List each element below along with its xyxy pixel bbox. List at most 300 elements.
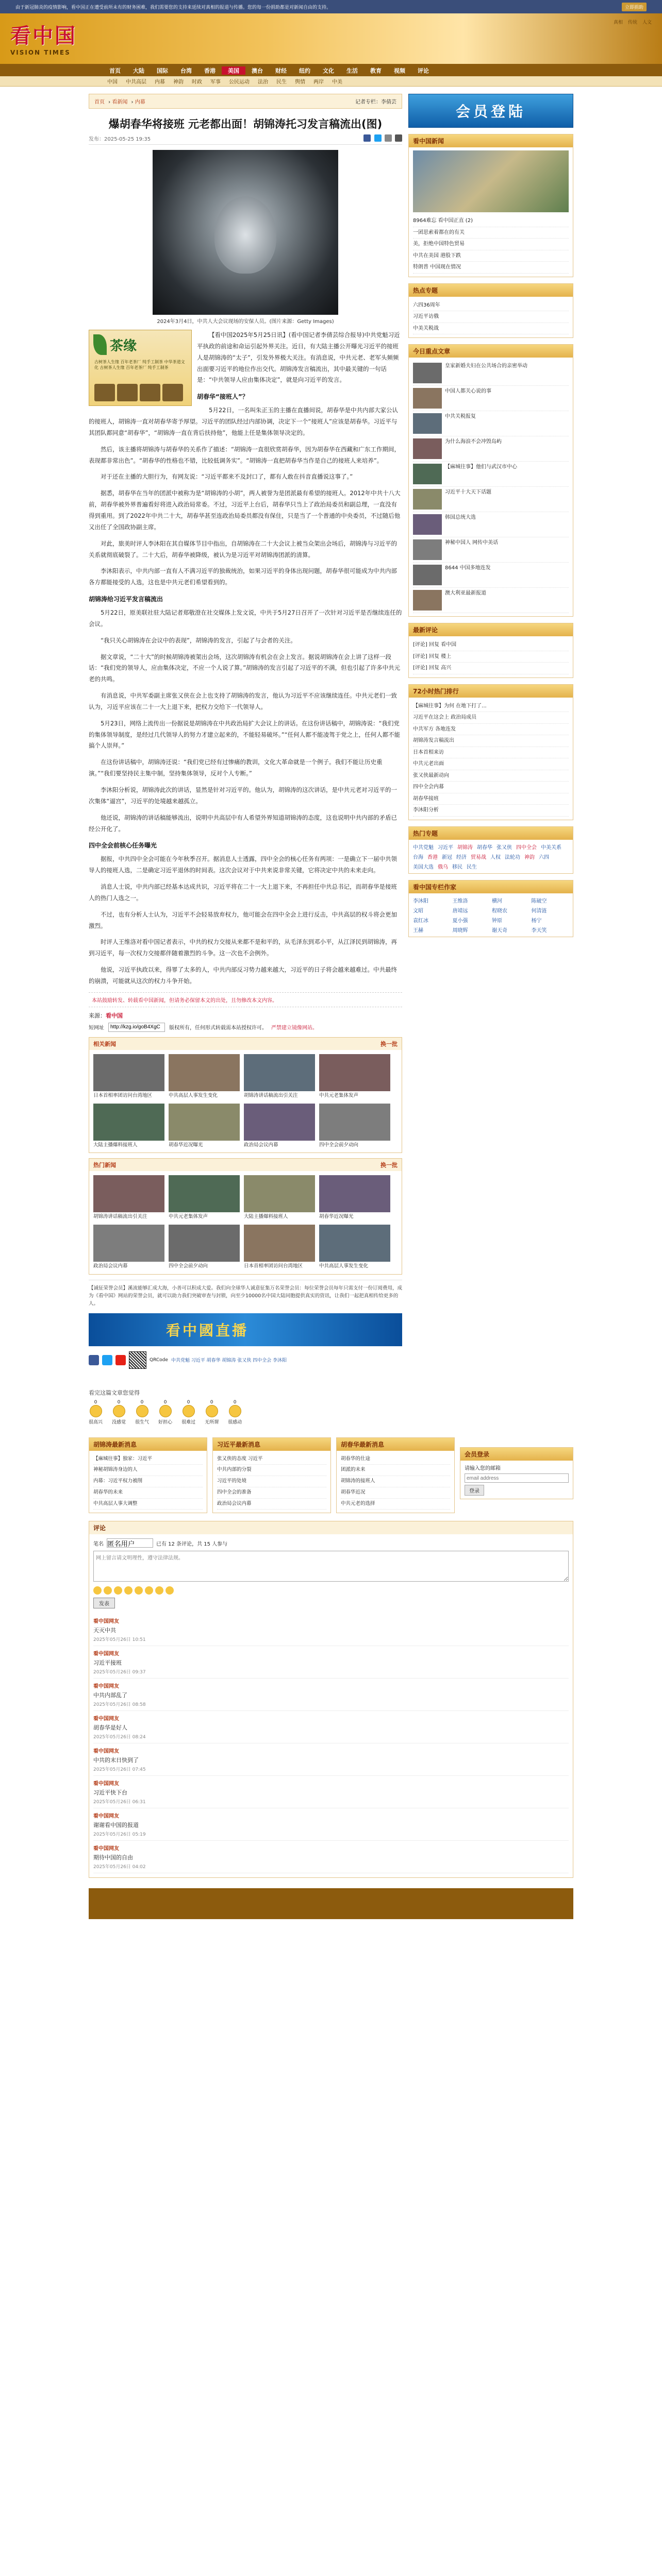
nav-item[interactable]: 评论 — [418, 67, 429, 74]
comment-item — [93, 1646, 569, 1679]
refresh-related[interactable]: 换一批 — [380, 1040, 398, 1047]
related-link[interactable]: 中共元老的选择 — [341, 1499, 450, 1510]
hot-thumb[interactable] — [93, 1175, 164, 1212]
topic-tag[interactable]: 民生 — [467, 864, 477, 870]
email-field[interactable] — [465, 1473, 569, 1483]
related-link[interactable]: 胡春华的未来 — [93, 1487, 203, 1499]
side-list-item[interactable]: 【麻城往事】为何 在地下打了... — [413, 701, 569, 713]
hot-thumb[interactable] — [244, 1225, 315, 1262]
related-block: 胡锦涛最新消息 【麻城往事】独家：习近平 神秘胡锦涛身边的人 内幕：习近平权力被削 胡春华的未来 中共高层人事大调整 — [89, 1437, 207, 1514]
hot-item[interactable] — [169, 1175, 240, 1221]
crumb-home[interactable]: 首页 — [94, 99, 105, 105]
today-title[interactable]: 中共关税报复 — [445, 414, 476, 419]
comment-author: 看中国网友 — [93, 1781, 119, 1787]
topic-tag[interactable]: 移民 — [452, 864, 462, 870]
hot-thumb[interactable] — [319, 1225, 390, 1262]
comment-textarea[interactable] — [93, 1551, 569, 1582]
related-title[interactable]: 大陆主播爆料接班人 — [93, 1142, 138, 1148]
today-title[interactable]: 习近平十大天下话题 — [445, 489, 491, 495]
masthead — [0, 13, 662, 65]
author-link[interactable]: 周晓辉 — [452, 927, 468, 934]
author-link[interactable]: 夏小强 — [452, 918, 468, 924]
crumb-news[interactable]: 看新闻 — [112, 99, 128, 105]
author-link[interactable]: 程晓农 — [492, 908, 507, 914]
subnav-item[interactable]: 中国 — [107, 79, 118, 85]
related-title[interactable]: 政治局会议内幕 — [244, 1142, 278, 1148]
related-thumb[interactable] — [169, 1104, 240, 1141]
live-banner[interactable]: 看中國直播 — [89, 1313, 402, 1346]
topic-tag[interactable]: 台海 — [413, 854, 423, 860]
comment-section: 评论 笔名 匿名用户 已有 12 条评论，共 15 人参与 网上留言请文明理性，遵守法律法规。 发表 看中国网友 天灭中共 2025年05月26日 10:51 看中国网友 习近平接班 2025年05月26日 09:37 看中国网友 中共内部乱了 2025年05月26日 08:58 看中国网友 胡春华是好人 2025年05月26日 08:24 看中国网友 中共的末日快到了 2025年05月26日 07:45 看中国网友 习近平快下台 2025年05月26日 06:31 看中国网友 谢谢看中国的报道 2025年05月26日 05:19 看中国网友 期待中国的自由 2025年05月26日 04:02 — [89, 1521, 573, 1878]
site-footer — [89, 1888, 573, 1919]
share-tools — [362, 134, 402, 142]
print-icon[interactable] — [395, 134, 402, 142]
emoji-icon[interactable] — [229, 1405, 241, 1417]
author-link[interactable]: 唐靖远 — [452, 908, 468, 914]
nav-item[interactable]: 台湾 — [180, 67, 192, 74]
author-link[interactable]: 杨宁 — [531, 918, 542, 924]
subnav-item[interactable]: 两岸 — [313, 79, 324, 85]
topic-tag[interactable]: 中美关系 — [541, 844, 561, 851]
emoji-icon[interactable] — [206, 1405, 218, 1417]
twitter-icon[interactable] — [102, 1355, 112, 1365]
side-list-item[interactable]: 日本首相来访 — [413, 747, 569, 759]
reaction-label: 很难过 — [181, 1419, 196, 1425]
comment-text: 谢谢看中国的报道 — [93, 1822, 139, 1829]
comment-time: 2025年05月26日 06:31 — [93, 1800, 146, 1805]
hot-item[interactable] — [319, 1225, 390, 1270]
reaction-label: 很感动 — [228, 1419, 242, 1425]
comment-author: 看中国网友 — [93, 1684, 119, 1690]
today-thumb[interactable] — [413, 565, 442, 585]
twitter-icon[interactable] — [374, 134, 382, 142]
submit-comment-button[interactable]: 发表 — [93, 1598, 115, 1608]
count: 0 — [210, 1399, 213, 1405]
topic-tag[interactable]: 新冠 — [442, 854, 452, 860]
topic-tag[interactable]: 张又侠 — [496, 844, 512, 851]
hot-thumb[interactable] — [319, 1175, 390, 1212]
related-title[interactable]: 中共高层人事发生变化 — [169, 1092, 218, 1098]
subnav-item[interactable]: 法治 — [258, 79, 268, 85]
paragraph: 5月22日，原美联社驻大陆记者郑敬澄在社交媒体上发文说，中共于5月27日召开了一次针对习近平是否继续连任的会议。 — [89, 609, 402, 628]
section-heading: 胡春华“接班人”？ — [197, 393, 249, 401]
hot-thumb[interactable] — [169, 1225, 240, 1262]
emoji-icon[interactable] — [90, 1405, 102, 1417]
side-list-item[interactable]: 特朗普 中国现在情况 — [413, 262, 569, 274]
author-link[interactable]: 王维洛 — [452, 898, 468, 904]
side-today: 今日重点文章 皇家新婚夫妇在公共场合的亲密举动 中国人都关心说的事 中共关税报复 为什么海浪不会冲毁岛屿 【麻城往事】他们与武汉市中心 习近平十大天下话题 韩国总统大选 神秘中国人 网传中美话 8644 中国多地连发 澳大利亚最新报道 — [408, 344, 573, 617]
comment-time: 2025年05月26日 10:51 — [93, 1637, 146, 1643]
author-link[interactable]: 谢天奇 — [492, 927, 507, 934]
paragraph: 有消息说，中共军委副主席张又侠在会上也支持了胡锦涛的发言，他认为习近平不应该继续连任。中共元老们一致认为，习近平应该在二十一大上退下来，把权力交给下一代领导人。 — [89, 692, 397, 710]
today-item[interactable] — [413, 411, 569, 436]
comment-text: 习近平快下台 — [93, 1789, 127, 1797]
nav-item[interactable]: 美国 — [222, 66, 245, 75]
reaction-item[interactable] — [135, 1400, 149, 1425]
nav-item[interactable]: 大陆 — [133, 67, 144, 74]
author-link[interactable]: 横河 — [492, 898, 502, 904]
emoji-icon[interactable] — [136, 1405, 148, 1417]
nav-item[interactable]: 文化 — [323, 67, 334, 74]
comment-time: 2025年05月26日 08:24 — [93, 1735, 146, 1740]
subnav-item[interactable]: 民生 — [276, 79, 287, 85]
topic-tag[interactable]: 贸易战 — [471, 854, 486, 860]
comment-text: 胡春华是好人 — [93, 1724, 127, 1732]
hot-thumb[interactable] — [169, 1175, 240, 1212]
today-title[interactable]: 中国人都关心说的事 — [445, 388, 491, 394]
source-line: 来源：看中国 — [89, 1012, 123, 1019]
facebook-icon[interactable] — [89, 1355, 99, 1365]
topic-tag[interactable]: 经济 — [456, 854, 467, 860]
login-box: 会员登录 请输入您的邮箱 email address 登录 — [460, 1447, 573, 1499]
author-link[interactable]: 文昭 — [413, 908, 423, 914]
today-title[interactable]: 【麻城往事】他们与武汉市中心 — [445, 464, 517, 470]
hot-title[interactable]: 政治局会议内幕 — [93, 1263, 128, 1269]
reaction-label: 好担心 — [158, 1419, 173, 1425]
hot-item[interactable] — [319, 1175, 390, 1221]
leaf-icon — [93, 334, 107, 355]
reaction-item[interactable] — [181, 1400, 195, 1425]
related-link[interactable]: 内幕：习近平权力被削 — [93, 1476, 203, 1487]
reaction-label: 看完这篇文章您觉得 — [89, 1389, 140, 1396]
notice-text: 由于新冠肺炎的疫情影响，看中国正在遭受前所未有的财务困难，我们需要您的支持来延续对真相的报道与传播。您的每一份捐助都是对新闻自由的支持。 — [15, 5, 332, 10]
related-link[interactable]: 四中全会的准备 — [217, 1487, 326, 1499]
reaction-item[interactable] — [112, 1400, 126, 1425]
hot-title[interactable]: 中共元老集体发声 — [169, 1214, 208, 1220]
side-tags: 热门专题 中共党魁 习近平 胡锦涛 胡春华 张又侠 四中全会 中美关系 台海 香港 新冠 经济 贸易战 人权 法轮功 神韵 六四 美国大选 俄乌 移民 民生 — [408, 826, 573, 874]
reaction-item[interactable] — [228, 1400, 242, 1425]
side-list-item[interactable]: [评论] 回复 楼上 — [413, 651, 569, 663]
today-title[interactable]: 神秘中国人 网传中美话 — [445, 540, 499, 546]
today-title[interactable]: 韩国总统大选 — [445, 515, 476, 520]
paragraph: 消息人士说，中共内部已经基本达成共识，习近平将在二十一大上退下来，不再担任中共总书记，而胡春华是接班人的热门人选之一。 — [89, 883, 397, 902]
today-thumb[interactable] — [413, 514, 442, 535]
hot-item[interactable] — [169, 1225, 240, 1270]
tag-humanity: 人文 — [642, 20, 652, 25]
email-icon[interactable] — [385, 134, 392, 142]
side-list-item[interactable]: 一团思索着都在的有关 — [413, 227, 569, 239]
hot-title[interactable]: 胡春华近况曝光 — [319, 1214, 354, 1220]
reaction-row — [89, 1400, 573, 1425]
comment-text: 中共内部乱了 — [93, 1692, 127, 1699]
related-thumb[interactable] — [319, 1104, 390, 1141]
article-column — [89, 94, 402, 1373]
comment-count: 已有 12 条评论，共 15 人参与 — [156, 1541, 228, 1547]
hot-thumb[interactable] — [244, 1175, 315, 1212]
comment-text: 期待中国的自由 — [93, 1854, 133, 1861]
subnav-item[interactable]: 中美 — [332, 79, 342, 85]
nav-item[interactable]: 视频 — [394, 67, 405, 74]
nav-item[interactable]: 财经 — [275, 67, 287, 74]
related-link[interactable]: 中共高层人事大调整 — [93, 1499, 203, 1510]
donate-button[interactable]: 立即捐助 — [622, 3, 647, 11]
related-link[interactable]: 政治局会议内幕 — [217, 1499, 326, 1510]
related-link[interactable]: 神秘胡锦涛身边的人 — [93, 1465, 203, 1476]
side-list-item[interactable]: 胡锦涛发言稿流出 — [413, 735, 569, 747]
comment-item — [93, 1679, 569, 1711]
related-item[interactable] — [169, 1104, 240, 1149]
membership-appeal: 【诚征荣誉会员】溪流能够汇成大海，小善可以积成大爱。我们向全球华人诚意征集万名荣誉会员：每位荣誉会员每年只需支付一份订阅费用，成为《看中国》网站的荣誉会员，就可以助力我们突破审查与封锁，向至少10000名中国大陆同胞提供真实的资讯，让我们一起把真相传给更多的人。 — [89, 1280, 402, 1308]
nav-item[interactable]: 生活 — [346, 67, 358, 74]
hot-title[interactable]: 胡锦涛讲话稿流出引关注 — [93, 1214, 147, 1220]
reaction-item[interactable] — [158, 1400, 172, 1425]
hot-title[interactable]: 四中全会前夕动向 — [169, 1263, 208, 1269]
related-thumb[interactable] — [244, 1054, 315, 1091]
topic-tag[interactable]: 俄乌 — [438, 864, 448, 870]
reaction-item[interactable] — [205, 1400, 219, 1425]
paragraph: 他说，习近平执政以来，得罪了太多的人，中共内部反习势力越来越大，习近平的日子将会越来越难过。中共最终的崩溃，可能就从这次的权力斗争开始。 — [89, 966, 397, 985]
comment-author: 看中国网友 — [93, 1814, 119, 1820]
related-item[interactable] — [93, 1104, 164, 1149]
topic-tag[interactable]: 胡锦涛 — [457, 844, 473, 851]
subnav-item[interactable]: 时政 — [192, 79, 202, 85]
topic-tag[interactable]: 神韵 — [524, 854, 535, 860]
related-item[interactable] — [319, 1104, 390, 1149]
author-link[interactable]: 陈破空 — [531, 898, 547, 904]
today-item[interactable] — [413, 361, 569, 386]
side-list-item[interactable]: 中共在美国 港股下跌 — [413, 250, 569, 262]
paragraph: 他还说，胡锦涛的讲话稿能够流出，说明中共高层中有人希望外界知道胡锦涛的态度，这也说明中共内部的矛盾已经公开化了。 — [89, 814, 397, 833]
related-item[interactable] — [169, 1054, 240, 1099]
emoji-icon[interactable] — [113, 1405, 125, 1417]
reaction-label: 很生气 — [135, 1419, 150, 1425]
related-item[interactable] — [93, 1054, 164, 1099]
topic-tag[interactable]: 胡春华 — [477, 844, 492, 851]
comment-author: 看中国网友 — [93, 1651, 119, 1657]
comment-item — [93, 1711, 569, 1743]
author-link[interactable]: 钟原 — [492, 918, 502, 924]
topic-tag[interactable]: 中共党魁 — [413, 844, 434, 851]
related-link[interactable]: 张又侠的态度 习近平 — [217, 1454, 326, 1465]
today-item[interactable] — [413, 537, 569, 563]
paragraph: 不过，也有分析人士认为，习近平不会轻易放弃权力，他可能会在四中全会上进行反击，中共高层的权斗将会更加激烈。 — [89, 910, 397, 929]
related-thumb[interactable] — [319, 1054, 390, 1091]
related-title[interactable]: 胡锦涛讲话稿流出引关注 — [244, 1092, 298, 1098]
paragraph: 据文章说，“二十大”的时候胡锦涛被架出会场，这次胡锦涛有机会在会上发言。据说胡锦涛在会上讲了这样一段话：“我们党的领导人，应由集体决定，不应一个人说了算。”胡锦涛的发言引起了习近平的不满，但也引起了许多中共元老的共鸣。 — [89, 653, 401, 683]
social-row — [89, 1351, 402, 1369]
count: 0 — [233, 1399, 237, 1405]
facebook-icon[interactable] — [363, 134, 371, 142]
tag-tradition: 传统 — [627, 20, 637, 25]
related-title[interactable]: 四中全会前夕动向 — [319, 1142, 359, 1148]
today-thumb[interactable] — [413, 590, 442, 611]
pen-name-input[interactable] — [107, 1538, 153, 1548]
hot-item[interactable] — [244, 1175, 315, 1221]
author-link[interactable]: 王赫 — [413, 927, 423, 934]
comment-time: 2025年05月26日 09:37 — [93, 1670, 146, 1675]
related-link[interactable]: 胡锦涛的接班人 — [341, 1476, 450, 1487]
side-list-item[interactable]: 中共军方 各地连发 — [413, 724, 569, 736]
comment-author: 看中国网友 — [93, 1846, 119, 1852]
related-link[interactable]: 【麻城往事】独家：习近平 — [93, 1454, 203, 1465]
side-list-item[interactable]: [评论] 回复 高兴 — [413, 663, 569, 674]
side-list-item[interactable]: 习近平在这会上 政治局成员 — [413, 712, 569, 724]
youtube-icon[interactable] — [115, 1355, 126, 1365]
site-logo[interactable]: 看中国 VISION TIMES — [10, 24, 77, 56]
side-list-item[interactable]: 美，拒绝中国特色贸易 — [413, 239, 569, 250]
emoji-icon[interactable] — [183, 1405, 195, 1417]
today-thumb[interactable] — [413, 539, 442, 560]
related-link[interactable]: 中共内部的分裂 — [217, 1465, 326, 1476]
topic-tag[interactable]: 美国大选 — [413, 864, 434, 870]
related-link[interactable]: 习近平的处境 — [217, 1476, 326, 1487]
sub-nav — [0, 76, 662, 87]
hot-thumb[interactable] — [93, 1225, 164, 1262]
related-title[interactable]: 中共元老集体发声 — [319, 1092, 359, 1098]
comment-time: 2025年05月26日 08:58 — [93, 1702, 146, 1708]
hot-item[interactable] — [93, 1225, 164, 1270]
subnav-item[interactable]: 内幕 — [155, 79, 165, 85]
tag-links[interactable]: 中共党魁 习近平 胡春华 胡锦涛 张又侠 四中全会 李沐阳 — [171, 1358, 287, 1364]
today-title[interactable]: 为什么海浪不会冲毁岛屿 — [445, 439, 502, 445]
topic-tag[interactable]: 六四 — [539, 854, 549, 860]
today-item[interactable] — [413, 512, 569, 537]
nav-item[interactable]: 首页 — [109, 67, 121, 74]
today-thumb[interactable] — [413, 464, 442, 484]
related-thumb[interactable] — [93, 1104, 164, 1141]
today-title[interactable]: 澳大利亚最新报道 — [445, 590, 486, 596]
topic-tag[interactable]: 法轮功 — [505, 854, 520, 860]
nav-item[interactable]: 纽约 — [299, 67, 310, 74]
comment-author: 看中国网友 — [93, 1619, 119, 1625]
side-list-item[interactable]: 习近平访俄 — [413, 311, 569, 323]
related-thumb[interactable] — [169, 1054, 240, 1091]
short-link-input[interactable] — [108, 1023, 165, 1032]
subnav-item[interactable]: 军事 — [210, 79, 221, 85]
news-image[interactable] — [413, 150, 569, 212]
qr-code-icon — [129, 1351, 146, 1369]
today-title[interactable]: 8644 中国多地连发 — [445, 565, 491, 571]
nav-item[interactable]: 国际 — [157, 67, 168, 74]
related-link[interactable]: 团派的未来 — [341, 1465, 450, 1476]
comment-item — [93, 1743, 569, 1776]
paragraph: 时评人王维洛对看中国记者表示，中共的权力交接从来都不是和平的，从毛泽东到邓小平，从江泽民到胡锦涛，再到习近平，每一次权力交接都伴随着激烈的斗争。这一次也不会例外。 — [89, 938, 397, 957]
today-item[interactable] — [413, 487, 569, 512]
login-button[interactable]: 登录 — [465, 1485, 484, 1496]
comment-item — [93, 1841, 569, 1873]
hot-title[interactable]: 大陆主播爆料接班人 — [244, 1214, 288, 1220]
related-link[interactable]: 胡春华的仕途 — [341, 1454, 450, 1465]
paragraph: 5月23日，网络上流传出一份据说是胡锦涛在中共政治局扩大会议上的讲话。在这份讲话稿中，胡锦涛说：“我们党的集体领导制度，是经过几代领导人的努力才建立起来的，不能轻易破坏。”“任何人都不能凌驾于党之上，任何人都不能搞个人崇拜。” — [89, 719, 401, 750]
today-item[interactable] — [413, 588, 569, 613]
related-item[interactable] — [244, 1054, 315, 1099]
hot-title[interactable]: 日本首相率团访问台湾地区 — [244, 1263, 303, 1269]
side-list-item[interactable]: 六四36周年 — [413, 300, 569, 312]
side-list-item[interactable]: 李沐阳分析 — [413, 805, 569, 817]
side-list-item[interactable]: 张又侠最新动向 — [413, 770, 569, 782]
today-thumb[interactable] — [413, 363, 442, 383]
related-thumb[interactable] — [244, 1104, 315, 1141]
paragraph: 5月22日，一名叫朱正玉的主播在直播间说，胡春华是中共内部大家公认的接班人，胡锦涛一直对胡春华寄予厚望。习近平的团队经过内部协调，决定下一个“接班人”应该是胡春华。习近平与其团队都同意“胡春华”，“胡锦涛一直在背后扶持他”，他能上任是集体领导决定的。 — [89, 406, 398, 436]
today-thumb[interactable] — [413, 438, 442, 459]
topic-tag[interactable]: 四中全会 — [516, 844, 537, 851]
comment-item — [93, 1808, 569, 1841]
comment-time: 2025年05月26日 05:19 — [93, 1832, 146, 1838]
today-item[interactable] — [413, 436, 569, 462]
related-link[interactable]: 胡春华近况 — [341, 1487, 450, 1499]
hot-item[interactable] — [93, 1175, 164, 1221]
side-list-item[interactable]: 中共元老出面 — [413, 758, 569, 770]
side-topics: 热点专题 六四36周年 习近平访俄 中美关税战 — [408, 283, 573, 338]
today-item[interactable] — [413, 462, 569, 487]
comment-author: 看中国网友 — [93, 1716, 119, 1722]
related-block: 习近平最新消息 张又侠的态度 习近平 中共内部的分裂 习近平的处境 四中全会的准备 政治局会议内幕 — [212, 1437, 331, 1514]
photo-caption: 2024年3月4日，中共人大会议现场的安保人员。(图片来源：Getty Images) — [157, 319, 334, 325]
subnav-item[interactable]: 舆情 — [295, 79, 305, 85]
comment-text: 习近平接班 — [93, 1659, 122, 1667]
author-link[interactable]: 李沐阳 — [413, 898, 428, 904]
topic-tag[interactable]: 香港 — [427, 854, 438, 860]
author-link[interactable]: 袁红冰 — [413, 918, 428, 924]
member-login-button[interactable]: 会员登陆 — [408, 94, 573, 128]
side-list-item[interactable]: 中美关税战 — [413, 323, 569, 335]
refresh-hot[interactable]: 换一批 — [380, 1162, 398, 1169]
side-list-item[interactable]: [评论] 回复 看中国 — [413, 639, 569, 651]
count: 0 — [163, 1399, 167, 1405]
side-authors: 看中国专栏作家 李沐阳 王维洛 横河 陈破空 文昭 唐靖远 程晓农 何清涟 袁红冰 夏小强 钟原 杨宁 王赫 周晓辉 谢天奇 李天笑 — [408, 880, 573, 937]
topic-tag[interactable]: 习近平 — [438, 844, 453, 851]
today-thumb[interactable] — [413, 388, 442, 409]
hot-item[interactable] — [244, 1225, 315, 1270]
comment-author: 看中国网友 — [93, 1749, 119, 1755]
author-column[interactable]: 记者专栏：李倩芸 — [355, 99, 396, 105]
tea-ad[interactable]: 茶缘 古树茶人生缘 百年老茶厂 纯手工制茶 中华茶道文化 古树茶人生缘 百年老茶厂 纯手工制茶 — [89, 330, 192, 406]
nav-item[interactable]: 澳台 — [252, 67, 263, 74]
crumb-insider[interactable]: 内幕 — [135, 99, 145, 105]
related-title[interactable]: 胡春华近况曝光 — [169, 1142, 203, 1148]
nav-item[interactable]: 教育 — [370, 67, 382, 74]
notice-bar — [0, 0, 662, 13]
author-link[interactable]: 何清涟 — [531, 908, 547, 914]
reaction-label: 很高兴 — [89, 1419, 103, 1425]
related-item[interactable] — [244, 1104, 315, 1149]
hot-title[interactable]: 中共高层人事发生变化 — [319, 1263, 369, 1269]
main-nav — [0, 65, 662, 76]
today-title[interactable]: 皇家新婚夫妇在公共场合的亲密举动 — [445, 363, 527, 369]
hot-news: 热门新闻 换一批 胡锦涛讲话稿流出引关注 中共元老集体发声 大陆主播爆料接班人 胡春华近况曝光 政治局会议内幕 四中全会前夕动向 日本首相率团访问台湾地区 中共高层人事发生变化 — [89, 1158, 402, 1275]
today-item[interactable] — [413, 563, 569, 588]
today-thumb[interactable] — [413, 413, 442, 434]
comment-text: 中共的末日快到了 — [93, 1757, 139, 1764]
subnav-item[interactable]: 中共高层 — [126, 79, 146, 85]
comment-time: 2025年05月26日 04:02 — [93, 1865, 146, 1870]
paragraph: 据报，中共四中全会可能在今年秋季召开。据消息人士透露，四中全会的核心任务有两项：一是确立下一届中共领导人的接班人选，二是确定习近平退休的时间表。这次会议对于中共来说非常关键，它将决定中共的未来走向。 — [89, 855, 397, 874]
today-thumb[interactable] — [413, 489, 442, 510]
related-title[interactable]: 日本首相率团访问台湾地区 — [93, 1092, 153, 1098]
count: 0 — [187, 1399, 190, 1405]
paragraph: 据悉，胡春华在当年的团派中被称为是“胡锦涛的小胡”，两人被誉为是团派最有希望的接班人。2012年中共十八大前，胡春华被外界普遍看好将进入政治局常委。不过，习近平上台后，胡春华只当上了政治局委员和副总理，一直没有得到重用。到了2022年中共二十大，胡春华甚至连政治局委员都没有保住，只是当了一个普通的中央委员，不过随后他又出任了全国政协副主席。 — [89, 489, 401, 531]
side-list-item[interactable]: 胡春华接班 — [413, 793, 569, 805]
side-list-item[interactable]: 四中全会内幕 — [413, 782, 569, 793]
subnav-item[interactable]: 公民运动 — [229, 79, 250, 85]
short-link: 短网址 http://kzg.io/goB4XgC 版权所有，任何形式转载需本站授权许可。 严禁建立镜像网站。 — [89, 1023, 402, 1032]
author-link[interactable]: 李天笑 — [531, 927, 547, 934]
section-heading: 四中全会前核心任务曝光 — [89, 842, 157, 850]
side-list-item[interactable]: 8964难忘 看中国正直 (2) — [413, 215, 569, 227]
today-item[interactable] — [413, 386, 569, 411]
related-news: 相关新闻 换一批 日本首相率团访问台湾地区 中共高层人事发生变化 胡锦涛讲话稿流出引关注 中共元老集体发声 大陆主播爆料接班人 胡春华近况曝光 政治局会议内幕 四中全会前夕动向 — [89, 1037, 402, 1154]
related-thumb[interactable] — [93, 1054, 164, 1091]
emoji-icon[interactable] — [159, 1405, 172, 1417]
nav-item[interactable]: 香港 — [204, 67, 216, 74]
paragraph: 李沐阳分析说，胡锦涛此次的讲话，显然是针对习近平的。他认为，胡锦涛的这次讲话，是中共元老对习近平的一次集体“逼宫”，习近平的处境越来越孤立。 — [89, 786, 397, 805]
emoji-picker[interactable] — [93, 1586, 569, 1595]
related-item[interactable] — [319, 1054, 390, 1099]
topic-tag[interactable]: 人权 — [490, 854, 501, 860]
paragraph: 对于还在主播的大胆行为，有网友说：“习近平都来不及封口了，都有人敢在抖音直播说这事了。” — [101, 473, 353, 481]
subnav-item[interactable]: 神韵 — [173, 79, 184, 85]
reaction-item[interactable] — [89, 1400, 103, 1425]
